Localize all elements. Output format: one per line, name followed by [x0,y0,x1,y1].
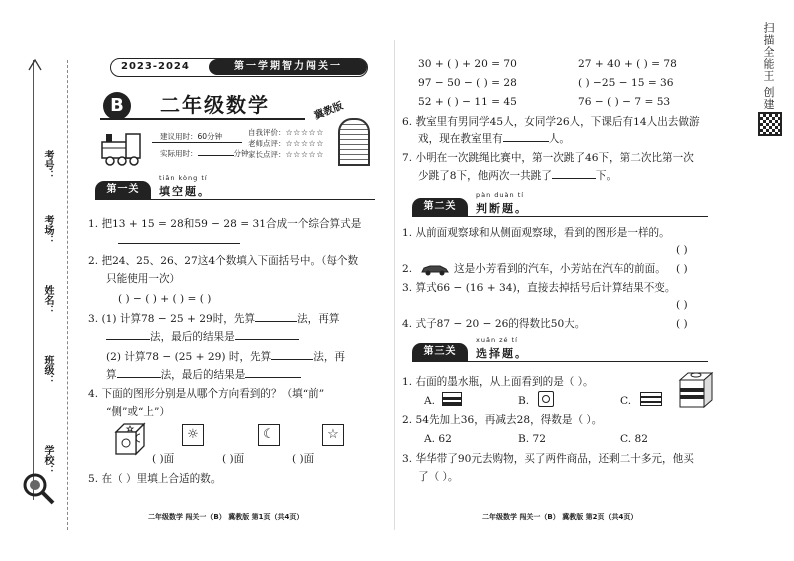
section-pill: 第一关 [95,181,151,199]
section-pill: 第三关 [412,343,468,361]
section-name: 判断题。 [476,202,528,215]
question-7-cont [418,169,617,183]
judge-3-answer[interactable]: ( ) [676,299,688,311]
footer-right: 二年级数学 闯关一（B） 冀教版 第2页（共4页） [482,513,638,521]
q3-2-text-b: 法，再 [313,351,346,363]
binding-line [33,60,34,500]
q7-unit: 下。 [595,170,618,182]
q3-2-text-d: 法，最后的结果是 [160,369,246,381]
question-1: 1. 把13 + 15 = 28和59 − 28 = 31合成一个综合算式是 [88,218,362,230]
field-name: 姓名： [42,285,53,315]
parent-eval-stars[interactable]: ☆☆☆☆☆ [285,150,324,159]
section-multiple-choice [412,336,708,362]
field-class: 班级： [42,355,53,385]
version-badge: B [103,92,131,120]
binding-arrow-icon [28,58,42,72]
section-true-false [412,191,708,217]
section-pinyin: xuǎn zé tí [476,336,518,344]
self-eval-label: 自我评价： [248,128,286,137]
question-6: 6. 教室里有男同学45人，女同学26人，下课后有14人出去做游 [402,116,700,128]
option-c-figure [640,392,662,406]
choice-1: 1. 右面的墨水瓶，从上面看到的是（ ）。 [402,376,594,388]
question-3-1-cont [106,330,299,344]
suggested-time [160,131,222,142]
magnifier-icon [20,470,56,506]
q6-unit: 人。 [548,133,570,145]
q3-1-text-b: 法，再算 [297,313,340,325]
judge-3: 3. 算式66 − (16 + 34)，直接去掉括号后计算结果不变。 [402,282,676,294]
q5-eq-2[interactable]: 27 + 40 + ( ) = 78 [578,58,677,70]
q3-1-text-c: 法，最后的结果是 [150,331,235,343]
parent-eval-label: 家长点评： [248,150,286,159]
question-3-1 [88,312,339,326]
choice-3-cont: 了（ ）。 [418,471,459,483]
teacher-eval-stars[interactable]: ☆☆☆☆☆ [285,139,324,148]
suggested-time-label: 建议用时： [160,132,198,141]
footer-left: 二年级数学 闯关一（B） 冀教版 第1页（共4页） [148,513,304,521]
answer-blank-1[interactable] [118,234,240,244]
title-underline [100,118,305,120]
q7-text: 少跳了8下，他两次一共跳了 [418,170,552,182]
judge-2-answer[interactable]: ( ) [676,263,688,275]
q3-2-text-c: 算 [106,369,117,381]
q3-1-blank-c[interactable] [235,330,299,340]
question-2-expression[interactable]: ( ) − ( ) + ( ) = ( ) [118,293,212,305]
choice-2-option-c[interactable]: C. 82 [620,433,648,445]
page-divider [394,40,395,530]
self-eval-stars[interactable]: ☆☆☆☆☆ [285,128,324,137]
judge-2: 这是小芳看到的汽车，小芳站在汽车的前面。 [454,263,666,275]
q4-answer-3[interactable]: ( )面 [292,453,315,465]
judge-4: 4. 式子87 − 20 − 26的得数比50大。 [402,318,586,330]
actual-time-blank[interactable] [198,149,234,156]
choice-1-option-a[interactable]: A. [424,395,436,407]
question-2-cont: 只能使用一次） [106,273,181,285]
actual-time-label: 实际用时： [160,149,198,158]
q6-blank[interactable] [503,132,549,142]
question-5: 5. 在（ ）里填上合适的数。 [88,473,222,485]
question-6-cont [418,132,570,146]
choice-1-option-c[interactable]: C. [620,395,632,407]
choice-2-option-b[interactable]: B. 72 [518,433,546,445]
question-7: 7. 小明在一次跳绳比赛中，第一次跳了46下，第二次比第一次 [402,152,694,164]
q3-2-blank-b[interactable] [117,368,161,378]
q4-answer-2[interactable]: ( )面 [222,453,245,465]
q5-eq-5[interactable]: 52 + ( ) − 11 = 45 [418,96,517,108]
moon-icon: ☾ [258,424,280,446]
q3-1-blank-a[interactable] [255,312,297,322]
q5-eq-6[interactable]: 76 − ( ) − 7 = 53 [578,96,671,108]
scanner-watermark: 扫描全能王 创建 [762,22,775,111]
q3-1-text: 3. (1) 计算78 − 25 + 29时，先算 [88,313,256,325]
choice-3: 3. 华华带了90元去购物，买了两件商品，还剩二十多元，他买 [402,453,694,465]
actual-time-unit: 分钟 [233,149,249,158]
choice-2-option-a[interactable]: A. 62 [424,433,452,445]
tunnel-icon [338,118,370,166]
choice-1-option-b[interactable]: B. [518,395,530,407]
car-icon [420,262,450,276]
year: 2023-2024 [121,61,190,72]
option-b-figure [538,391,554,407]
q7-blank[interactable] [552,169,596,179]
info-divider [152,142,242,143]
question-3-2-cont [106,368,301,382]
teacher-eval-label: 老师点评： [248,139,286,148]
judge-1: 1. 从前面观察球和从侧面观察球，看到的图形是一样的。 [402,227,670,239]
section-fill-blank [95,174,375,200]
q3-1-blank-b[interactable] [106,330,150,340]
star-icon: ☆ [322,424,344,446]
sun-icon: ☼ [182,424,204,446]
judge-1-answer[interactable]: ( ) [676,244,688,256]
q5-eq-4[interactable]: ( ) −25 − 15 = 36 [578,77,674,89]
question-3-2 [106,350,345,364]
qr-code-icon [758,112,782,136]
q3-2-text: (2) 计算78 − (25 + 29) 时，先算 [106,351,272,363]
ink-bottle-icon [678,370,714,410]
q5-eq-3[interactable]: 97 − 50 − ( ) = 28 [418,77,517,89]
question-2: 2. 把24、25、26、27这4个数填入下面括号中。（每个数 [88,255,359,267]
field-exam-room: 考场： [42,215,53,245]
question-4-cont: “侧”或“上”） [106,406,171,418]
section-name: 填空题。 [159,185,211,198]
section-name: 选择题。 [476,347,528,360]
section-pinyin: tiān kòng tí [159,174,208,182]
judge-2-num: 2. [402,263,413,275]
self-eval [248,127,324,138]
field-school: 学校： [42,445,53,475]
choice-2: 2. 54先加上36，再减去28，得数是（ ）。 [402,414,603,426]
section-pill: 第二关 [412,198,468,216]
section-pinyin: pàn duàn tí [476,191,525,199]
train-icon [98,128,152,168]
suggested-time-value: 60分钟 [197,132,223,141]
q4-answer-1[interactable]: ( )面 [152,453,175,465]
sun-moon-star-cube-icon [112,422,146,456]
judge-4-answer[interactable]: ( ) [676,318,688,330]
actual-time [160,148,249,159]
field-exam-number: 考号： [42,150,53,180]
page-title: 二年级数学 [160,93,270,117]
year-term-bar [110,58,368,77]
q6-text: 戏，现在教室里有 [418,133,503,145]
parent-eval [248,149,324,160]
term: 第一学期智力闯关一 [209,59,367,75]
edition-label: 冀教版 [312,100,345,123]
teacher-eval [248,138,324,149]
q3-2-blank-c[interactable] [245,368,301,378]
option-a-figure [442,392,462,406]
q5-eq-1[interactable]: 30 + ( ) + 20 = 70 [418,58,517,70]
q3-2-blank-a[interactable] [271,350,313,360]
question-4: 4. 下面的图形分别是从哪个方向看到的？（填“前” [88,388,325,400]
